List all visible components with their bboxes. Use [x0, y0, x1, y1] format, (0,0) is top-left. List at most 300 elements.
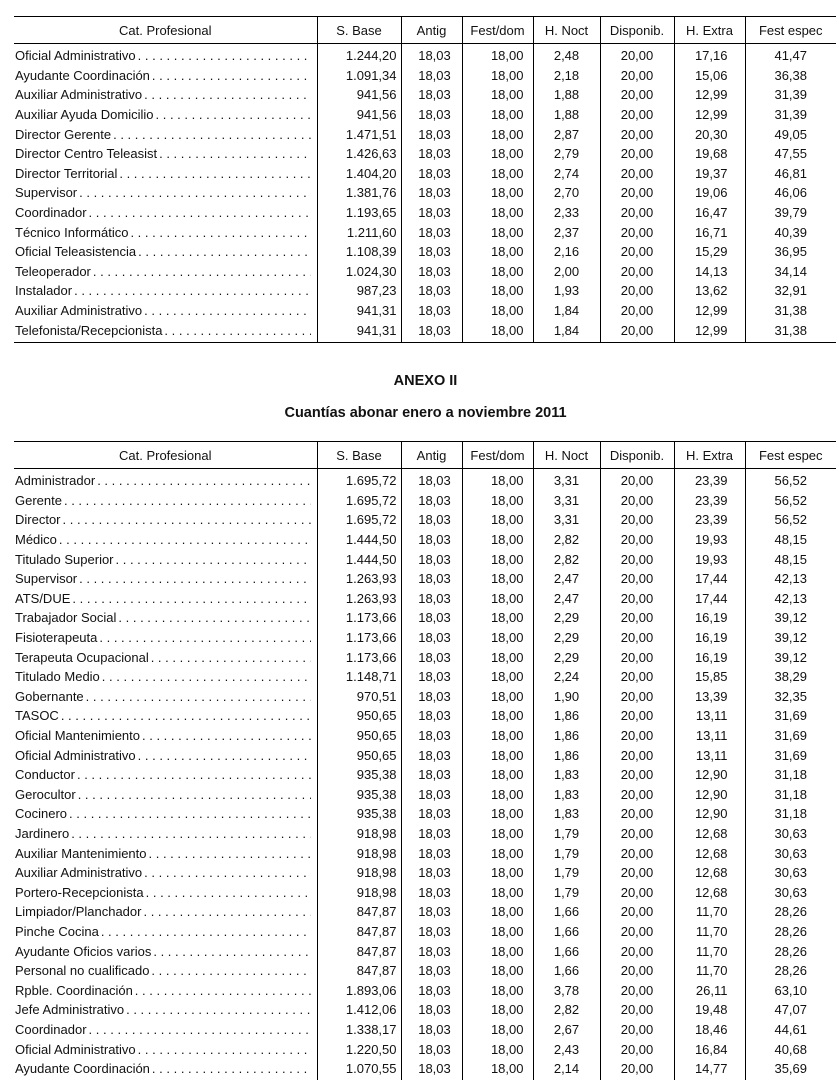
- table-row: [14, 124, 836, 144]
- category-label: Limpiador/Planchador: [15, 904, 142, 920]
- table-row: [14, 242, 836, 262]
- dot-leader: [69, 804, 310, 823]
- cell-night-hours: 1,66: [533, 961, 600, 981]
- cell-night-hours: 2,70: [533, 183, 600, 203]
- salary-table-1: [14, 16, 836, 343]
- dot-leader: [152, 66, 311, 85]
- cell-category: [14, 469, 317, 491]
- cell-base-salary: 1.426,63: [317, 144, 401, 164]
- cell-extra-hours: 19,68: [674, 144, 745, 164]
- cell-base-salary: 950,65: [317, 745, 401, 765]
- category-label: Cocinero: [15, 806, 68, 822]
- dot-leader: [89, 203, 311, 222]
- cell-availability: 20,00: [600, 804, 674, 824]
- cell-night-hours: 2,79: [533, 144, 600, 164]
- col-header-extra-hours: H. Extra: [674, 17, 745, 44]
- cell-seniority: 18,03: [401, 608, 462, 628]
- cell-holiday-sunday: 18,00: [462, 203, 533, 223]
- cell-availability: 20,00: [600, 469, 674, 491]
- cell-holiday-sunday: 18,00: [462, 1020, 533, 1040]
- cell-holiday-sunday: 18,00: [462, 144, 533, 164]
- cell-holiday-sunday: 18,00: [462, 301, 533, 321]
- cell-seniority: 18,03: [401, 1059, 462, 1081]
- cell-base-salary: 918,98: [317, 863, 401, 883]
- cell-base-salary: 1.444,50: [317, 530, 401, 550]
- cell-night-hours: 1,88: [533, 105, 600, 125]
- cell-extra-hours: 13,11: [674, 745, 745, 765]
- cell-seniority: 18,03: [401, 628, 462, 648]
- cell-night-hours: 1,83: [533, 804, 600, 824]
- dot-leader: [144, 301, 310, 320]
- cell-holiday-sunday: 18,00: [462, 726, 533, 746]
- cell-extra-hours: 12,99: [674, 320, 745, 342]
- category-label: Oficial Teleasistencia: [15, 244, 137, 260]
- cell-seniority: 18,03: [401, 530, 462, 550]
- dot-leader: [138, 1040, 311, 1059]
- cell-night-hours: 1,93: [533, 281, 600, 301]
- cell-night-hours: 3,78: [533, 980, 600, 1000]
- dot-leader: [138, 242, 310, 261]
- cell-special-holiday: 32,91: [745, 281, 836, 301]
- cell-availability: 20,00: [600, 530, 674, 550]
- table-row: [14, 44, 836, 66]
- cell-night-hours: 2,87: [533, 124, 600, 144]
- cell-holiday-sunday: 18,00: [462, 765, 533, 785]
- cell-category: [14, 164, 317, 184]
- cell-availability: 20,00: [600, 765, 674, 785]
- cell-extra-hours: 18,46: [674, 1020, 745, 1040]
- cell-special-holiday: 36,95: [745, 242, 836, 262]
- col-header-base-salary: S. Base: [317, 442, 401, 469]
- cell-seniority: 18,03: [401, 980, 462, 1000]
- cell-availability: 20,00: [600, 44, 674, 66]
- cell-holiday-sunday: 18,00: [462, 589, 533, 609]
- cell-night-hours: 2,24: [533, 667, 600, 687]
- cell-category: [14, 203, 317, 223]
- table-row: [14, 628, 836, 648]
- dot-leader: [126, 1000, 310, 1019]
- cell-availability: 20,00: [600, 1020, 674, 1040]
- cell-night-hours: 1,83: [533, 765, 600, 785]
- cell-special-holiday: 31,39: [745, 105, 836, 125]
- cell-availability: 20,00: [600, 882, 674, 902]
- col-header-holiday-sunday: Fest/dom: [462, 17, 533, 44]
- cell-availability: 20,00: [600, 726, 674, 746]
- cell-holiday-sunday: 18,00: [462, 105, 533, 125]
- cell-holiday-sunday: 18,00: [462, 608, 533, 628]
- cell-extra-hours: 19,37: [674, 164, 745, 184]
- cell-special-holiday: 30,63: [745, 843, 836, 863]
- cell-availability: 20,00: [600, 667, 674, 687]
- cell-availability: 20,00: [600, 608, 674, 628]
- cell-extra-hours: 13,11: [674, 726, 745, 746]
- cell-extra-hours: 19,93: [674, 549, 745, 569]
- cell-night-hours: 2,29: [533, 647, 600, 667]
- dot-leader: [144, 85, 310, 104]
- cell-holiday-sunday: 18,00: [462, 66, 533, 86]
- cell-extra-hours: 12,68: [674, 843, 745, 863]
- col-header-category: Cat. Profesional: [14, 442, 317, 469]
- cell-night-hours: 2,33: [533, 203, 600, 223]
- cell-night-hours: 1,83: [533, 785, 600, 805]
- table-row: [14, 510, 836, 530]
- cell-base-salary: 1.338,17: [317, 1020, 401, 1040]
- table-row: [14, 667, 836, 687]
- cell-base-salary: 1.070,55: [317, 1059, 401, 1081]
- cell-special-holiday: 31,18: [745, 804, 836, 824]
- cell-seniority: 18,03: [401, 922, 462, 942]
- table-row: [14, 164, 836, 184]
- cell-category: [14, 66, 317, 86]
- cell-holiday-sunday: 18,00: [462, 222, 533, 242]
- table-row: [14, 262, 836, 282]
- cell-availability: 20,00: [600, 785, 674, 805]
- cell-category: [14, 1059, 317, 1081]
- cell-extra-hours: 14,13: [674, 262, 745, 282]
- category-label: Gobernante: [15, 688, 84, 704]
- cell-base-salary: 1.263,93: [317, 569, 401, 589]
- table-row: [14, 980, 836, 1000]
- table-row: [14, 902, 836, 922]
- cell-night-hours: 2,82: [533, 1000, 600, 1020]
- category-label: Técnico Informático: [15, 224, 129, 240]
- cell-special-holiday: 32,35: [745, 687, 836, 707]
- category-label: Director: [15, 512, 61, 528]
- table-row: [14, 281, 836, 301]
- table-row: [14, 222, 836, 242]
- cell-night-hours: 2,48: [533, 44, 600, 66]
- cell-extra-hours: 11,70: [674, 941, 745, 961]
- col-header-night-hours: H. Noct: [533, 17, 600, 44]
- category-label: TASOC: [15, 708, 59, 724]
- cell-availability: 20,00: [600, 105, 674, 125]
- cell-availability: 20,00: [600, 843, 674, 863]
- cell-holiday-sunday: 18,00: [462, 922, 533, 942]
- category-label: Rpble. Coordinación: [15, 982, 133, 998]
- cell-base-salary: 1.173,66: [317, 628, 401, 648]
- cell-special-holiday: 41,47: [745, 44, 836, 66]
- dot-leader: [63, 510, 311, 529]
- dot-leader: [135, 981, 311, 1000]
- cell-category: [14, 222, 317, 242]
- cell-category: [14, 491, 317, 511]
- cell-night-hours: 1,90: [533, 687, 600, 707]
- cell-holiday-sunday: 18,00: [462, 687, 533, 707]
- cell-special-holiday: 48,15: [745, 549, 836, 569]
- cell-special-holiday: 31,39: [745, 85, 836, 105]
- cell-holiday-sunday: 18,00: [462, 628, 533, 648]
- table-row: [14, 1059, 836, 1081]
- dot-leader: [89, 1020, 311, 1039]
- cell-seniority: 18,03: [401, 1020, 462, 1040]
- cell-availability: 20,00: [600, 262, 674, 282]
- dot-leader: [116, 550, 311, 569]
- dot-leader: [79, 569, 310, 588]
- table-row: [14, 824, 836, 844]
- cell-special-holiday: 31,18: [745, 785, 836, 805]
- cell-holiday-sunday: 18,00: [462, 530, 533, 550]
- cell-night-hours: 1,79: [533, 863, 600, 883]
- cell-availability: 20,00: [600, 510, 674, 530]
- cell-night-hours: 2,47: [533, 569, 600, 589]
- table-row: [14, 804, 836, 824]
- category-label: Oficial Mantenimiento: [15, 728, 140, 744]
- cell-holiday-sunday: 18,00: [462, 804, 533, 824]
- cell-night-hours: 2,67: [533, 1020, 600, 1040]
- category-label: Fisioterapeuta: [15, 630, 98, 646]
- dot-leader: [93, 262, 311, 281]
- cell-availability: 20,00: [600, 203, 674, 223]
- cell-category: [14, 183, 317, 203]
- cell-special-holiday: 56,52: [745, 491, 836, 511]
- cell-extra-hours: 19,48: [674, 1000, 745, 1020]
- table-row: [14, 183, 836, 203]
- cell-holiday-sunday: 18,00: [462, 510, 533, 530]
- cell-base-salary: 1.091,34: [317, 66, 401, 86]
- cell-holiday-sunday: 18,00: [462, 281, 533, 301]
- cell-category: [14, 824, 317, 844]
- cell-holiday-sunday: 18,00: [462, 124, 533, 144]
- cell-night-hours: 1,66: [533, 922, 600, 942]
- col-header-availability: Disponib.: [600, 442, 674, 469]
- cell-seniority: 18,03: [401, 105, 462, 125]
- cell-seniority: 18,03: [401, 66, 462, 86]
- table-row: [14, 301, 836, 321]
- cell-availability: 20,00: [600, 144, 674, 164]
- category-label: Telefonista/Recepcionista: [15, 322, 163, 338]
- dot-leader: [119, 164, 310, 183]
- cell-extra-hours: 15,06: [674, 66, 745, 86]
- cell-night-hours: 3,31: [533, 469, 600, 491]
- cell-base-salary: 1.893,06: [317, 980, 401, 1000]
- cell-holiday-sunday: 18,00: [462, 785, 533, 805]
- cell-seniority: 18,03: [401, 549, 462, 569]
- cell-extra-hours: 12,90: [674, 765, 745, 785]
- cell-extra-hours: 26,11: [674, 980, 745, 1000]
- cell-extra-hours: 16,84: [674, 1039, 745, 1059]
- cell-category: [14, 124, 317, 144]
- cell-base-salary: 918,98: [317, 824, 401, 844]
- dot-leader: [143, 902, 310, 921]
- cell-special-holiday: 46,81: [745, 164, 836, 184]
- table-row: [14, 589, 836, 609]
- table-row: [14, 549, 836, 569]
- cell-special-holiday: 48,15: [745, 530, 836, 550]
- cell-special-holiday: 47,55: [745, 144, 836, 164]
- cell-availability: 20,00: [600, 589, 674, 609]
- cell-base-salary: 941,56: [317, 105, 401, 125]
- dot-leader: [156, 105, 311, 124]
- cell-seniority: 18,03: [401, 281, 462, 301]
- cell-holiday-sunday: 18,00: [462, 863, 533, 883]
- dot-leader: [152, 1059, 311, 1078]
- cell-holiday-sunday: 18,00: [462, 961, 533, 981]
- cell-category: [14, 1000, 317, 1020]
- category-label: Director Territorial: [15, 165, 118, 181]
- table-row: [14, 941, 836, 961]
- cell-base-salary: 1.263,93: [317, 589, 401, 609]
- cell-category: [14, 281, 317, 301]
- cell-special-holiday: 56,52: [745, 469, 836, 491]
- cell-seniority: 18,03: [401, 745, 462, 765]
- cell-extra-hours: 13,39: [674, 687, 745, 707]
- cell-special-holiday: 30,63: [745, 882, 836, 902]
- cell-base-salary: 941,31: [317, 301, 401, 321]
- cell-night-hours: 1,88: [533, 85, 600, 105]
- cell-extra-hours: 17,16: [674, 44, 745, 66]
- cell-seniority: 18,03: [401, 203, 462, 223]
- cell-seniority: 18,03: [401, 824, 462, 844]
- cell-special-holiday: 39,12: [745, 608, 836, 628]
- cell-seniority: 18,03: [401, 124, 462, 144]
- cell-night-hours: 2,14: [533, 1059, 600, 1081]
- cell-special-holiday: 36,38: [745, 66, 836, 86]
- cell-category: [14, 301, 317, 321]
- cell-category: [14, 589, 317, 609]
- dot-leader: [101, 922, 311, 941]
- table-header-row: [14, 17, 836, 44]
- cell-category: [14, 510, 317, 530]
- cell-seniority: 18,03: [401, 510, 462, 530]
- cell-special-holiday: 39,79: [745, 203, 836, 223]
- cell-seniority: 18,03: [401, 222, 462, 242]
- cell-night-hours: 2,82: [533, 530, 600, 550]
- col-header-seniority: Antig: [401, 17, 462, 44]
- cell-category: [14, 804, 317, 824]
- cell-seniority: 18,03: [401, 1039, 462, 1059]
- table-row: [14, 320, 836, 342]
- category-label: Jefe Administrativo: [15, 1002, 125, 1018]
- cell-extra-hours: 16,19: [674, 628, 745, 648]
- cell-holiday-sunday: 18,00: [462, 242, 533, 262]
- cell-base-salary: 970,51: [317, 687, 401, 707]
- cell-night-hours: 2,47: [533, 589, 600, 609]
- cell-extra-hours: 12,90: [674, 804, 745, 824]
- cell-base-salary: 1.695,72: [317, 491, 401, 511]
- cell-holiday-sunday: 18,00: [462, 183, 533, 203]
- cell-availability: 20,00: [600, 628, 674, 648]
- cell-availability: 20,00: [600, 164, 674, 184]
- cell-availability: 20,00: [600, 1039, 674, 1059]
- cell-night-hours: 1,84: [533, 301, 600, 321]
- cell-availability: 20,00: [600, 745, 674, 765]
- cell-special-holiday: 31,18: [745, 765, 836, 785]
- cell-availability: 20,00: [600, 85, 674, 105]
- category-label: Auxiliar Mantenimiento: [15, 845, 147, 861]
- category-label: Terapeuta Ocupacional: [15, 649, 149, 665]
- category-label: Portero-Recepcionista: [15, 884, 144, 900]
- table-row: [14, 144, 836, 164]
- cell-extra-hours: 13,11: [674, 706, 745, 726]
- dot-leader: [99, 628, 310, 647]
- cell-seniority: 18,03: [401, 569, 462, 589]
- cell-availability: 20,00: [600, 124, 674, 144]
- cell-extra-hours: 15,85: [674, 667, 745, 687]
- cell-special-holiday: 42,13: [745, 589, 836, 609]
- cell-night-hours: 1,79: [533, 882, 600, 902]
- cell-seniority: 18,03: [401, 164, 462, 184]
- cell-availability: 20,00: [600, 183, 674, 203]
- dot-leader: [97, 471, 310, 490]
- cell-availability: 20,00: [600, 863, 674, 883]
- cell-seniority: 18,03: [401, 183, 462, 203]
- cell-holiday-sunday: 18,00: [462, 469, 533, 491]
- cell-extra-hours: 12,68: [674, 863, 745, 883]
- cell-extra-hours: 15,29: [674, 242, 745, 262]
- cell-category: [14, 262, 317, 282]
- cell-special-holiday: 40,39: [745, 222, 836, 242]
- cell-special-holiday: 28,26: [745, 922, 836, 942]
- cell-availability: 20,00: [600, 222, 674, 242]
- cell-base-salary: 1.220,50: [317, 1039, 401, 1059]
- cell-seniority: 18,03: [401, 687, 462, 707]
- cell-base-salary: 941,31: [317, 320, 401, 342]
- cell-category: [14, 549, 317, 569]
- cell-category: [14, 242, 317, 262]
- cell-base-salary: 1.108,39: [317, 242, 401, 262]
- dot-leader: [64, 491, 311, 510]
- cell-holiday-sunday: 18,00: [462, 85, 533, 105]
- col-header-category: Cat. Profesional: [14, 17, 317, 44]
- category-label: Conductor: [15, 767, 75, 783]
- cell-holiday-sunday: 18,00: [462, 667, 533, 687]
- cell-extra-hours: 16,47: [674, 203, 745, 223]
- category-label: Oficial Administrativo: [15, 747, 136, 763]
- category-label: Teleoperador: [15, 263, 91, 279]
- cell-extra-hours: 12,68: [674, 882, 745, 902]
- table-row: [14, 843, 836, 863]
- annex-heading: ANEXO II: [393, 373, 458, 389]
- cell-availability: 20,00: [600, 491, 674, 511]
- cell-base-salary: 1.244,20: [317, 44, 401, 66]
- cell-base-salary: 1.173,66: [317, 647, 401, 667]
- cell-night-hours: 2,74: [533, 164, 600, 184]
- cell-night-hours: 2,00: [533, 262, 600, 282]
- cell-base-salary: 918,98: [317, 882, 401, 902]
- cell-availability: 20,00: [600, 320, 674, 342]
- cell-seniority: 18,03: [401, 262, 462, 282]
- category-label: Director Gerente: [15, 126, 112, 142]
- cell-night-hours: 1,86: [533, 726, 600, 746]
- dot-leader: [74, 281, 310, 300]
- category-label: Supervisor: [15, 185, 78, 201]
- table-row: [14, 863, 836, 883]
- dot-leader: [86, 687, 311, 706]
- cell-category: [14, 980, 317, 1000]
- dot-leader: [59, 530, 311, 549]
- dot-leader: [146, 883, 311, 902]
- cell-availability: 20,00: [600, 301, 674, 321]
- cell-base-salary: 1.173,66: [317, 608, 401, 628]
- cell-night-hours: 3,31: [533, 510, 600, 530]
- table-row: [14, 105, 836, 125]
- cell-seniority: 18,03: [401, 144, 462, 164]
- col-header-holiday-sunday: Fest/dom: [462, 442, 533, 469]
- category-label: Director Centro Teleasist: [15, 146, 158, 162]
- category-label: Personal no cualificado: [15, 963, 150, 979]
- cell-special-holiday: 46,06: [745, 183, 836, 203]
- cell-category: [14, 765, 317, 785]
- cell-night-hours: 2,82: [533, 549, 600, 569]
- cell-extra-hours: 19,06: [674, 183, 745, 203]
- cell-special-holiday: 31,38: [745, 301, 836, 321]
- category-label: Ayudante Oficios varios: [15, 943, 152, 959]
- table-row: [14, 922, 836, 942]
- table-row: [14, 785, 836, 805]
- table-header-row: [14, 442, 836, 469]
- cell-category: [14, 902, 317, 922]
- cell-category: [14, 667, 317, 687]
